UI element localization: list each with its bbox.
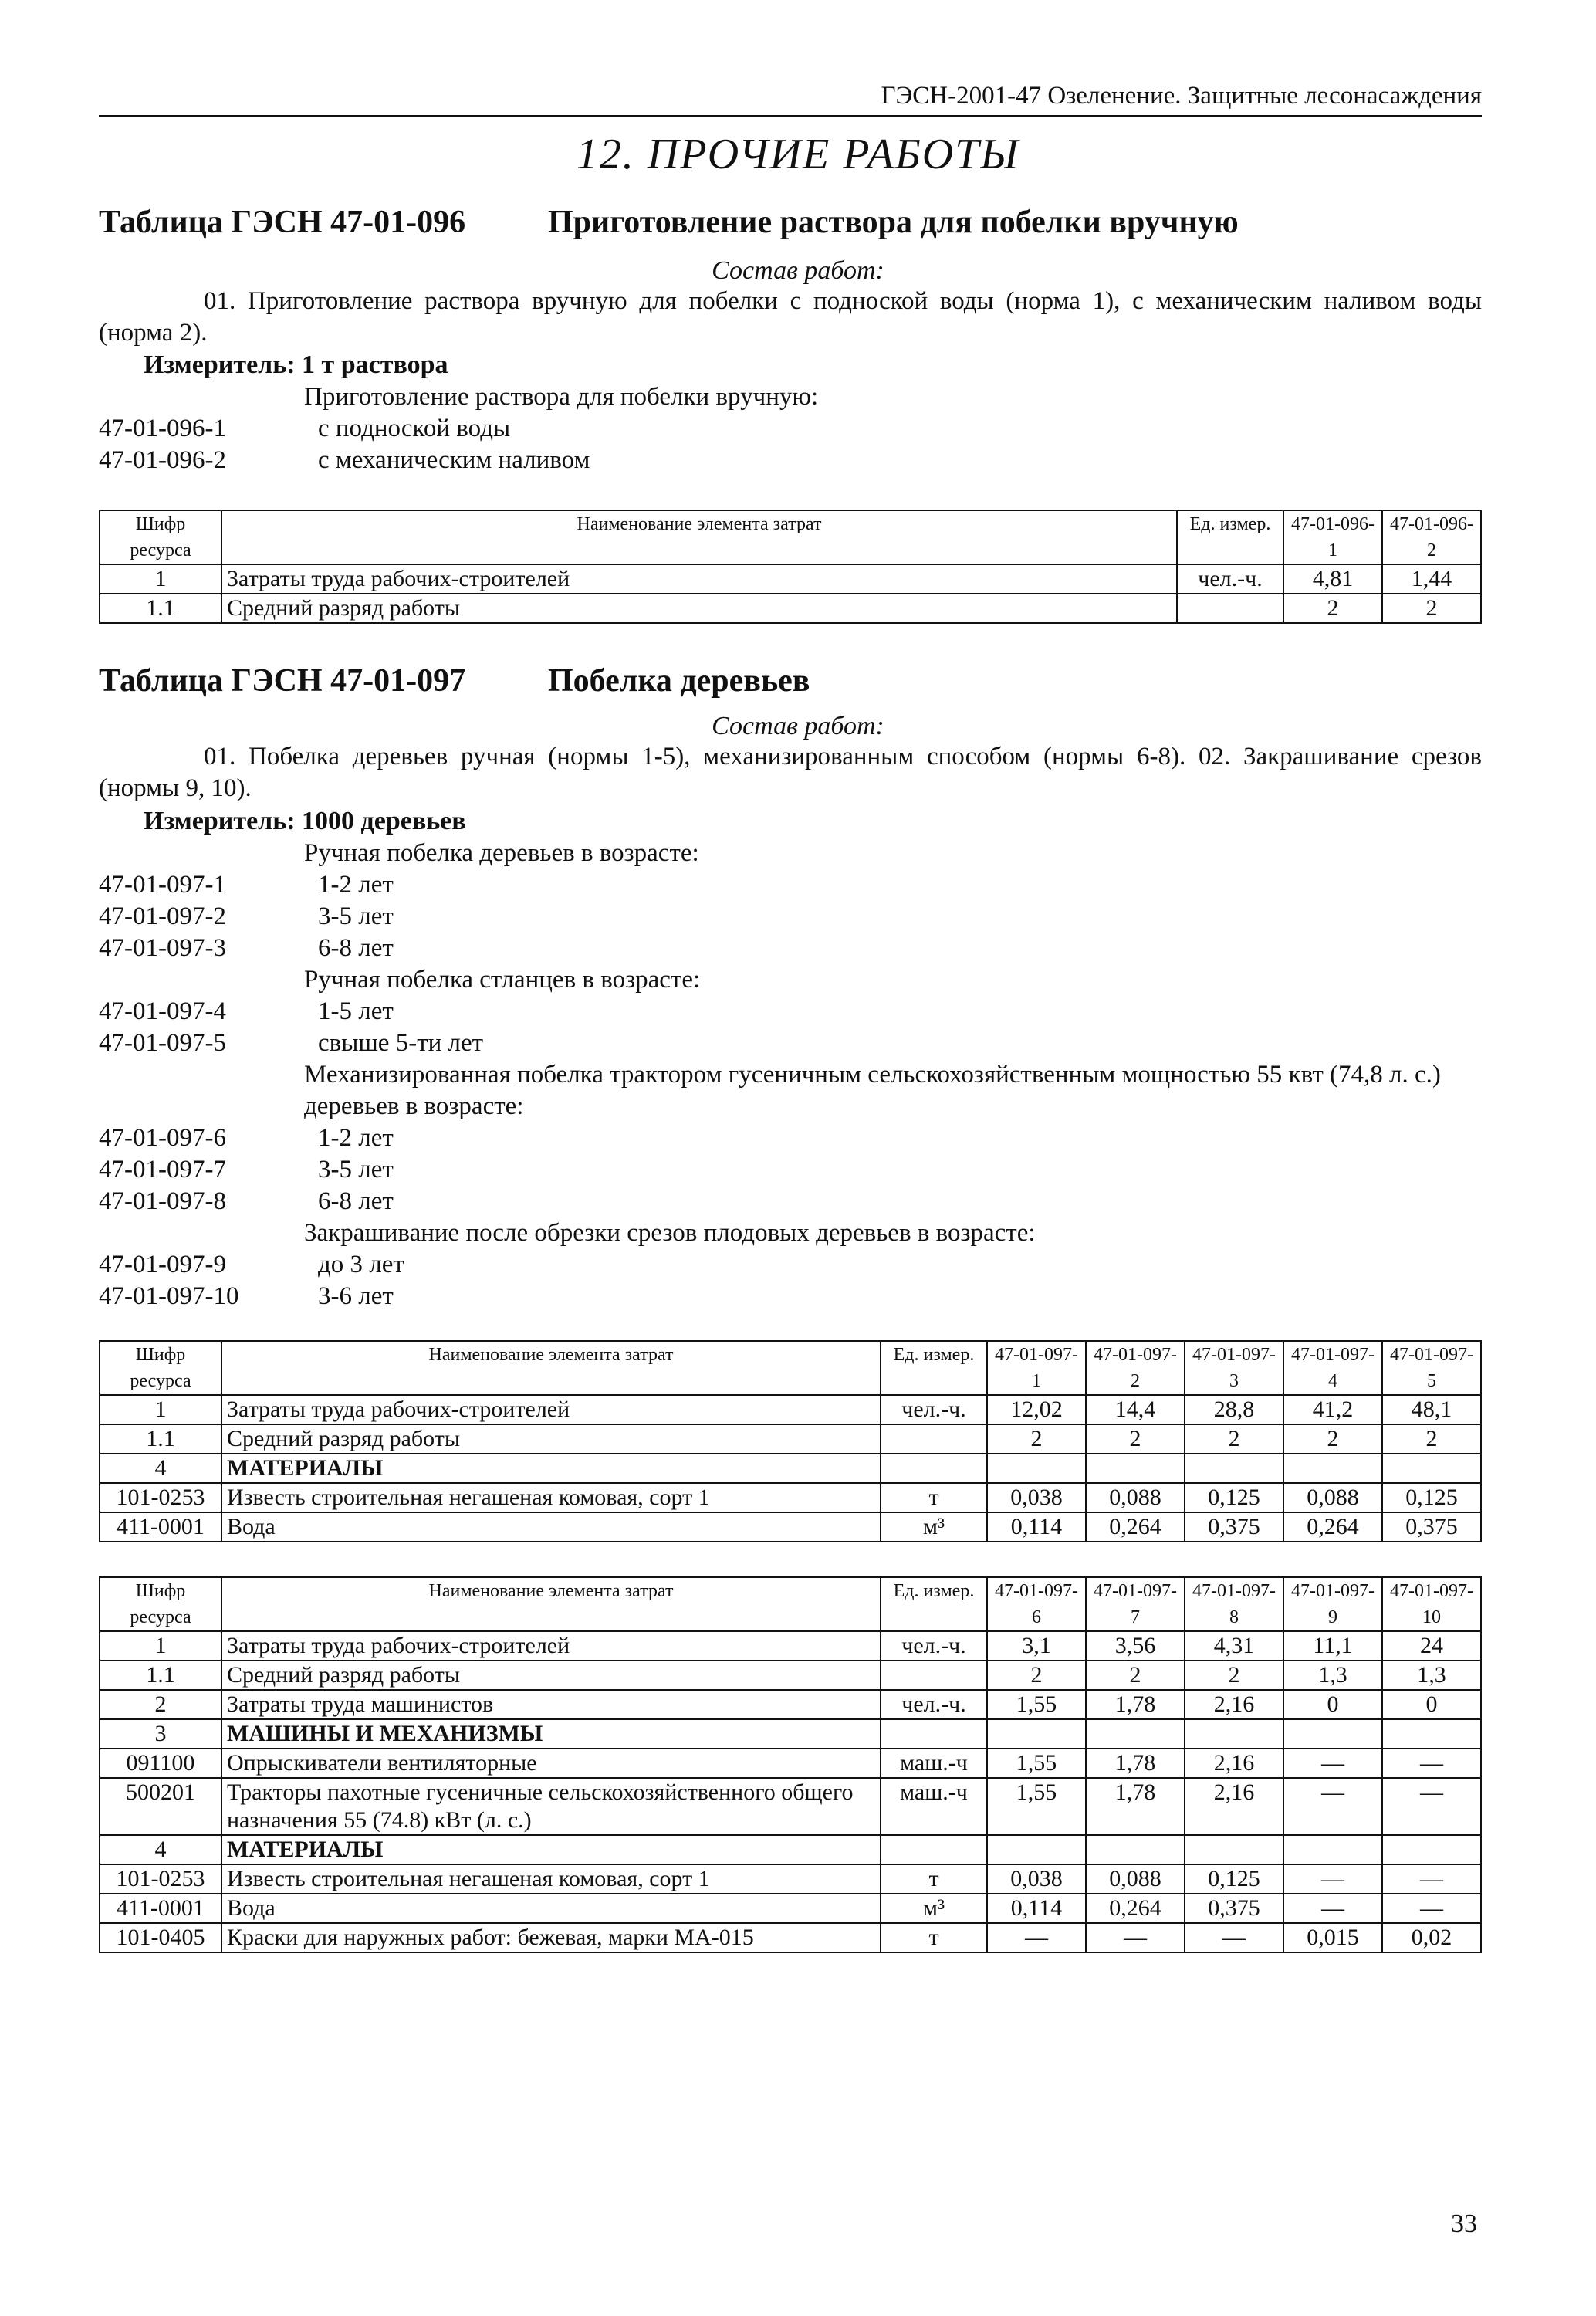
norm-value: 24	[1382, 1631, 1481, 1661]
column-header: Ед. измер.	[881, 1341, 987, 1395]
group-title: Ручная побелка деревьев в возрасте:	[304, 839, 699, 867]
resource-code: 1.1	[100, 1661, 221, 1690]
resource-code: 1	[100, 564, 221, 594]
resource-unit: м³	[881, 1512, 987, 1542]
norm-value	[1086, 1835, 1185, 1864]
resource-code: 411-0001	[100, 1894, 221, 1923]
norm-value: 0,114	[987, 1894, 1086, 1923]
norm-value: 2	[1086, 1424, 1185, 1454]
norm-value: 1,55	[987, 1778, 1086, 1835]
resource-name: Затраты труда рабочих-строителей	[221, 564, 1177, 594]
resource-name: Средний разряд работы	[221, 594, 1177, 623]
norm-value: 2,16	[1185, 1690, 1283, 1719]
norm-value: —	[1382, 1778, 1481, 1835]
group-title: Закрашивание после обрезки срезов плодовых деревьев в возрасте:	[304, 1219, 1036, 1247]
norm-value: 14,4	[1086, 1395, 1185, 1424]
norm-value: 1,78	[1086, 1690, 1185, 1719]
norm-code: 47-01-097-6	[99, 1124, 226, 1152]
norm-value: 12,02	[987, 1395, 1086, 1424]
resource-code: 1	[100, 1395, 221, 1424]
norm-value: 2,16	[1185, 1778, 1283, 1835]
column-header: Ед. измер.	[881, 1577, 987, 1631]
resource-unit	[881, 1835, 987, 1864]
norm-value: 0,375	[1185, 1894, 1283, 1923]
table-row	[100, 1894, 1481, 1923]
resource-name: МАТЕРИАЛЫ	[221, 1454, 881, 1483]
resource-code: 091100	[100, 1749, 221, 1778]
norm-text: с механическим наливом	[318, 446, 590, 474]
column-header: Ед. измер.	[1177, 510, 1283, 564]
norm-value: 0,125	[1382, 1483, 1481, 1512]
resource-unit: т	[881, 1483, 987, 1512]
norm-text: 6-8 лет	[318, 1187, 394, 1215]
norm-value	[1283, 1454, 1382, 1483]
norm-code: 47-01-097-9	[99, 1251, 226, 1278]
norm-value: 2	[987, 1424, 1086, 1454]
column-header: 47-01-097-10	[1382, 1577, 1481, 1631]
resource-code: 101-0405	[100, 1923, 221, 1952]
norm-value: 0,125	[1185, 1864, 1283, 1894]
column-header: Наименование элемента затрат	[221, 1577, 881, 1631]
norm-value	[987, 1454, 1086, 1483]
norm-value	[1382, 1835, 1481, 1864]
norm-value: 28,8	[1185, 1395, 1283, 1424]
norm-value	[1382, 1454, 1481, 1483]
column-header: Шифр ресурса	[100, 1577, 221, 1631]
norm-value	[987, 1719, 1086, 1749]
norm-value: 1,78	[1086, 1778, 1185, 1835]
table-row	[100, 1923, 1481, 1952]
table-row	[100, 1778, 1481, 1835]
resource-unit: т	[881, 1864, 987, 1894]
norm-value: 0	[1382, 1690, 1481, 1719]
resource-name: МАШИНЫ И МЕХАНИЗМЫ	[221, 1719, 881, 1749]
norm-text: 1-2 лет	[318, 871, 394, 899]
table-row	[100, 1835, 1481, 1864]
norm-value: —	[1283, 1749, 1382, 1778]
column-header: Шифр ресурса	[100, 510, 221, 564]
norm-code: 47-01-097-3	[99, 934, 226, 962]
group-title: Механизированная побелка трактором гусеничным сельскохозяйственным мощностью 55 квт (74,8 л. с.) деревьев в возрасте:	[304, 1061, 1441, 1120]
column-header: 47-01-096-2	[1382, 510, 1481, 564]
resource-unit: м³	[881, 1894, 987, 1923]
norm-value: 1,3	[1382, 1661, 1481, 1690]
column-header: 47-01-097-3	[1185, 1341, 1283, 1395]
resource-unit: чел.-ч.	[881, 1395, 987, 1424]
composition-label-097: Состав работ:	[712, 712, 884, 740]
norm-value: —	[1382, 1894, 1481, 1923]
resource-name: Тракторы пахотные гусеничные сельскохозяйственного общего назначения 55 (74.8) кВт (л. с.)	[221, 1778, 881, 1835]
norm-value: 1,78	[1086, 1749, 1185, 1778]
norm-value: 0,264	[1086, 1512, 1185, 1542]
norm-value: 3,1	[987, 1631, 1086, 1661]
table-096-label: Таблица ГЭСН 47-01-096	[99, 205, 466, 240]
resource-name: Средний разряд работы	[221, 1424, 881, 1454]
norm-text: 1-2 лет	[318, 1124, 394, 1152]
norm-value: —	[1283, 1894, 1382, 1923]
column-header: Наименование элемента затрат	[221, 1341, 881, 1395]
norm-code: 47-01-096-2	[99, 446, 226, 474]
norm-value: —	[1382, 1749, 1481, 1778]
table-row	[100, 1749, 1481, 1778]
table-header-row	[100, 1341, 1481, 1395]
column-header: 47-01-097-6	[987, 1577, 1086, 1631]
norm-value: 0,088	[1086, 1864, 1185, 1894]
resource-unit	[881, 1719, 987, 1749]
resource-unit	[881, 1454, 987, 1483]
norm-value: 0,02	[1382, 1923, 1481, 1952]
resource-name: Затраты труда машинистов	[221, 1690, 881, 1719]
table-row	[100, 1395, 1481, 1424]
norm-value: 0,114	[987, 1512, 1086, 1542]
norm-value: 1,3	[1283, 1661, 1382, 1690]
norm-value: —	[1086, 1923, 1185, 1952]
norm-value: —	[1185, 1923, 1283, 1952]
norm-code: 47-01-097-7	[99, 1156, 226, 1183]
resource-name: Опрыскиватели вентиляторные	[221, 1749, 881, 1778]
running-header: ГЭСН-2001-47 Озеленение. Защитные лесонасаждения	[881, 82, 1482, 110]
resource-unit: чел.-ч.	[881, 1631, 987, 1661]
column-header: 47-01-097-4	[1283, 1341, 1382, 1395]
header-rule	[99, 115, 1482, 117]
norm-value: 2	[1086, 1661, 1185, 1690]
table-row	[100, 1661, 1481, 1690]
resource-name: Средний разряд работы	[221, 1661, 881, 1690]
norm-value: 2,16	[1185, 1749, 1283, 1778]
resource-unit	[881, 1661, 987, 1690]
resource-code: 101-0253	[100, 1864, 221, 1894]
norm-value: 1,44	[1382, 564, 1481, 594]
norm-value	[1185, 1454, 1283, 1483]
norm-code: 47-01-097-10	[99, 1282, 239, 1310]
resource-name: Вода	[221, 1512, 881, 1542]
norm-value: 1,55	[987, 1690, 1086, 1719]
resource-name: Краски для наружных работ: бежевая, марки МА-015	[221, 1923, 881, 1952]
resource-unit: маш.-ч	[881, 1749, 987, 1778]
table-row	[100, 1719, 1481, 1749]
resource-code: 101-0253	[100, 1483, 221, 1512]
norm-text: с подноской воды	[318, 415, 511, 442]
norm-value: 0,264	[1283, 1512, 1382, 1542]
table-row	[100, 1864, 1481, 1894]
norm-value: 11,1	[1283, 1631, 1382, 1661]
table-096-title: Приготовление раствора для побелки вручную	[548, 205, 1239, 240]
norm-value: 2	[1283, 594, 1382, 623]
table-row	[100, 594, 1481, 623]
column-header: Шифр ресурса	[100, 1341, 221, 1395]
resource-name: Известь строительная негашеная комовая, сорт 1	[221, 1864, 881, 1894]
resource-unit: чел.-ч.	[881, 1690, 987, 1719]
meter-096: Измеритель: 1 т раствора	[144, 350, 448, 379]
resource-code: 1.1	[100, 594, 221, 623]
norm-code: 47-01-097-2	[99, 902, 226, 930]
norm-code: 47-01-097-5	[99, 1029, 226, 1057]
resource-code: 2	[100, 1690, 221, 1719]
group-title-096: Приготовление раствора для побелки вручную:	[304, 383, 819, 411]
norm-value	[1086, 1454, 1185, 1483]
norm-text: 1-5 лет	[318, 997, 394, 1025]
composition-label-096: Состав работ:	[712, 256, 884, 285]
norm-text: 3-5 лет	[318, 1156, 394, 1183]
table-row	[100, 1483, 1481, 1512]
table-row	[100, 1454, 1481, 1483]
table-097-label: Таблица ГЭСН 47-01-097	[99, 663, 466, 699]
norm-value	[1086, 1719, 1185, 1749]
table-row	[100, 564, 1481, 594]
resource-name: МАТЕРИАЛЫ	[221, 1835, 881, 1864]
norm-value: —	[1382, 1864, 1481, 1894]
norm-text: 6-8 лет	[318, 934, 394, 962]
table-row	[100, 1424, 1481, 1454]
norm-code: 47-01-097-8	[99, 1187, 226, 1215]
norm-code: 47-01-096-1	[99, 415, 226, 442]
section-title: 12. ПРОЧИЕ РАБОТЫ	[576, 130, 1020, 178]
norm-value: 2	[987, 1661, 1086, 1690]
resource-unit	[1177, 594, 1283, 623]
resource-table-097-b	[99, 1576, 1482, 1953]
column-header: 47-01-096-1	[1283, 510, 1382, 564]
column-header: 47-01-097-9	[1283, 1577, 1382, 1631]
norm-value: 48,1	[1382, 1395, 1481, 1424]
table-row	[100, 1512, 1481, 1542]
norm-value: 0,038	[987, 1864, 1086, 1894]
table-097-title: Побелка деревьев	[548, 663, 810, 699]
norm-value: 0,038	[987, 1483, 1086, 1512]
column-header: 47-01-097-2	[1086, 1341, 1185, 1395]
norm-text: до 3 лет	[318, 1251, 404, 1278]
norm-value: 2	[1185, 1424, 1283, 1454]
norm-value: 2	[1382, 594, 1481, 623]
norm-code: 47-01-097-4	[99, 997, 226, 1025]
resource-code: 411-0001	[100, 1512, 221, 1542]
column-header: 47-01-097-7	[1086, 1577, 1185, 1631]
norm-value: 4,31	[1185, 1631, 1283, 1661]
norm-value	[1283, 1835, 1382, 1864]
norm-value	[1382, 1719, 1481, 1749]
resource-table-096	[99, 510, 1482, 624]
norm-value: 2	[1185, 1661, 1283, 1690]
resource-code: 1.1	[100, 1424, 221, 1454]
resource-name: Затраты труда рабочих-строителей	[221, 1395, 881, 1424]
resource-table-097-a	[99, 1340, 1482, 1542]
meter-097: Измеритель: 1000 деревьев	[144, 807, 466, 835]
norm-value: 0,125	[1185, 1483, 1283, 1512]
norm-value: —	[987, 1923, 1086, 1952]
resource-name: Затраты труда рабочих-строителей	[221, 1631, 881, 1661]
norm-value	[1283, 1719, 1382, 1749]
column-header: 47-01-097-5	[1382, 1341, 1481, 1395]
norm-value: 0	[1283, 1690, 1382, 1719]
norm-value: 3,56	[1086, 1631, 1185, 1661]
composition-text-097: 01. Побелка деревьев ручная (нормы 1-5), механизированным способом (нормы 6-8). 02. Закрашивание срезов (нормы 9, 10).	[99, 743, 1482, 802]
resource-code: 500201	[100, 1778, 221, 1835]
norm-value	[987, 1835, 1086, 1864]
norm-code: 47-01-097-1	[99, 871, 226, 899]
column-header: 47-01-097-1	[987, 1341, 1086, 1395]
norm-value: 0,088	[1086, 1483, 1185, 1512]
table-row	[100, 1690, 1481, 1719]
column-header: 47-01-097-8	[1185, 1577, 1283, 1631]
resource-unit: маш.-ч	[881, 1778, 987, 1835]
resource-name: Известь строительная негашеная комовая, сорт 1	[221, 1483, 881, 1512]
composition-text-096: 01. Приготовление раствора вручную для побелки с подноской воды (норма 1), с механическим наливом воды (норма 2).	[99, 287, 1482, 347]
norm-value: 1,55	[987, 1749, 1086, 1778]
norm-value: 4,81	[1283, 564, 1382, 594]
norm-value: 41,2	[1283, 1395, 1382, 1424]
norm-value: 0,088	[1283, 1483, 1382, 1512]
norm-value: 0,264	[1086, 1894, 1185, 1923]
resource-code: 3	[100, 1719, 221, 1749]
resource-unit	[881, 1424, 987, 1454]
norm-value: 0,375	[1185, 1512, 1283, 1542]
resource-code: 4	[100, 1835, 221, 1864]
column-header: Наименование элемента затрат	[221, 510, 1177, 564]
group-title: Ручная побелка стланцев в возрасте:	[304, 966, 701, 994]
norm-value	[1185, 1835, 1283, 1864]
norm-text: 3-5 лет	[318, 902, 394, 930]
norm-value: 2	[1382, 1424, 1481, 1454]
norm-text: 3-6 лет	[318, 1282, 394, 1310]
norm-value: 0,375	[1382, 1512, 1481, 1542]
table-header-row	[100, 510, 1481, 564]
norm-value: —	[1283, 1778, 1382, 1835]
resource-code: 4	[100, 1454, 221, 1483]
resource-unit: т	[881, 1923, 987, 1952]
norm-value	[1185, 1719, 1283, 1749]
resource-name: Вода	[221, 1894, 881, 1923]
table-header-row	[100, 1577, 1481, 1631]
norm-value: 2	[1283, 1424, 1382, 1454]
page-number: 33	[1451, 2209, 1477, 2238]
table-row	[100, 1631, 1481, 1661]
resource-unit: чел.-ч.	[1177, 564, 1283, 594]
resource-code: 1	[100, 1631, 221, 1661]
norm-text: свыше 5-ти лет	[318, 1029, 484, 1057]
norm-value: 0,015	[1283, 1923, 1382, 1952]
norm-value: —	[1283, 1864, 1382, 1894]
